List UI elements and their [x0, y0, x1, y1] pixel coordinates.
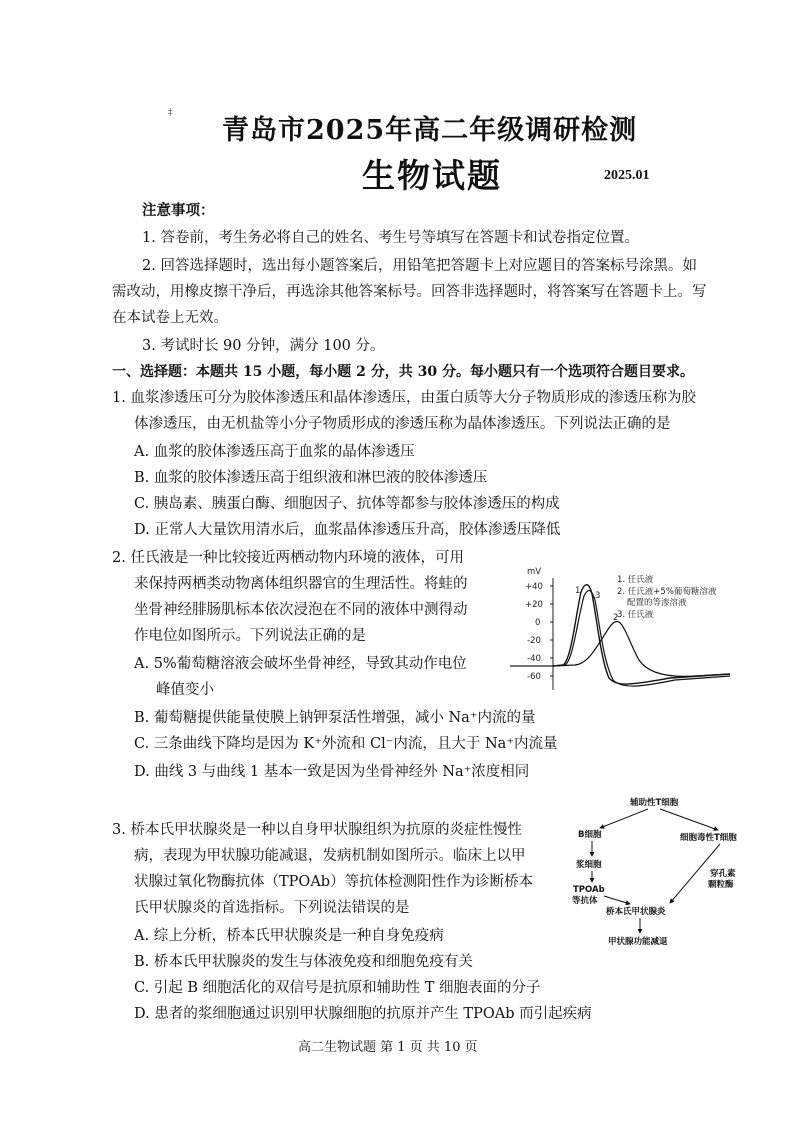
q2-option-b: B. 葡萄糖提供能量使膜上钠钾泵活性增强，减小 Na⁺内流的量 [134, 710, 536, 726]
q2-option-c: C. 三条曲线下降均是因为 K⁺外流和 Cl⁻内流，且大于 Na⁺内流量 [134, 736, 558, 752]
section-heading: 一、选择题：本题共 15 小题，每小题 2 分，共 30 分。每小题只有一个选项符合题目要求。 [112, 364, 694, 380]
legend-item-3: 3. 任氏液 [617, 610, 654, 620]
arrow-tpoab-to-disease [604, 896, 630, 904]
q2-option-d: D. 曲线 3 与曲线 1 基本一致是因为坐骨神经外 Na⁺浓度相同 [134, 764, 530, 780]
y-tick-label: +40 [525, 582, 543, 592]
curve-label-2: 2 [613, 613, 619, 623]
action-potential-figure [505, 560, 787, 695]
q3-stem-line-3: 状腺过氧化物酶抗体（TPOAb）等抗体检测阳性作为诊断桥本 [134, 874, 534, 890]
y-unit-label: mV [527, 567, 542, 577]
curve-label-1: 1 [575, 586, 581, 596]
q3-option-d: D. 患者的浆细胞通过识别甲状腺细胞的抗原并产生 TPOAb 而引起疾病 [134, 1006, 592, 1022]
q2-stem-line-1: 2. 任氏液是一种比较接近两栖动物内环境的液体，可用 [112, 550, 464, 566]
page-footer: 高二生物试题 第 1 页 共 10 页 [298, 1040, 478, 1055]
node-tpoab: TPOAb [573, 885, 605, 895]
curve-2 [553, 622, 730, 677]
node-b-cell: B细胞 [578, 830, 602, 840]
q3-option-c: C. 引起 B 细胞活化的双信号是抗原和辅助性 T 细胞表面的分子 [134, 980, 541, 996]
y-tick-label: 0 [535, 618, 541, 628]
node-perforin: 穿孔素 [710, 869, 736, 879]
node-plasma-cell: 浆细胞 [576, 860, 602, 870]
legend-item-1: 1. 任氏液 [617, 575, 654, 585]
node-hashimoto: 桥本氏甲状腺炎 [606, 907, 666, 917]
corner-mark: ‡ [168, 108, 173, 118]
q3-stem-line-2: 病，表现为甲状腺功能减退，发病机制如图所示。临床上以甲 [134, 848, 526, 864]
node-cytotoxic-t-cell: 细胞毒性T细胞 [680, 833, 737, 843]
q2-option-a: A. 5%葡萄糖溶液会破坏坐骨神经，导致其动作电位 [134, 656, 467, 672]
y-tick-label: -60 [527, 672, 541, 682]
page-title: 青岛市2025年高二年级调研检测 [222, 115, 638, 146]
note-line-2: 2. 回答选择题时，选出每小题答案后，用铅笔把答题卡上对应题目的答案标号涂黑。如 [142, 258, 697, 274]
exam-date: 2025.01 [604, 168, 650, 183]
q1-option-d: D. 正常人大量饮用清水后，血浆晶体渗透压升高，胶体渗透压降低 [134, 522, 561, 538]
y-tick-label: -40 [527, 654, 541, 664]
q3-stem-line-1: 3. 桥本氏甲状腺炎是一种以自身甲状腺组织为抗原的炎症性慢性 [112, 822, 522, 838]
q3-stem-line-4: 氏甲状腺炎的首选指标。下列说法错误的是 [134, 900, 410, 916]
note-line-3: 需改动，用橡皮擦干净后，再选涂其他答案标号。回答非选择题时，将答案写在答题卡上。写 [112, 284, 707, 300]
node-helper-t-cell: 辅助性T细胞 [630, 798, 679, 808]
legend-item-2: 2. 任氏液+5%葡萄糖溶液 [617, 587, 717, 597]
curve-label-3: 3 [595, 591, 601, 601]
q2-stem-line-2: 来保持两栖类动物离体组织器官的生理活性。将蛙的 [134, 576, 468, 592]
y-tick-label: +20 [525, 600, 543, 610]
q1-stem-line-1: 1. 血浆渗透压可分为胶体渗透压和晶体渗透压，由蛋白质等大分子物质形成的渗透压称为胶 [112, 390, 696, 406]
note-line-1: 1. 答卷前，考生务必将自己的姓名、考生号等填写在答题卡和试卷指定位置。 [142, 230, 639, 246]
legend-item-2-cont: 配置的等渗溶液 [627, 598, 687, 608]
q1-stem-line-2: 体渗透压，由无机盐等小分子物质形成的渗透压称为晶体渗透压。下列说法正确的是 [134, 416, 671, 432]
q3-option-a: A. 综上分析，桥本氏甲状腺炎是一种自身免疫病 [134, 928, 444, 944]
mechanism-diagram [568, 792, 783, 952]
note-line-4: 在本试卷上无效。 [112, 310, 228, 326]
q1-option-c: C. 胰岛素、胰蛋白酶、细胞因子、抗体等都参与胶体渗透压的构成 [134, 496, 560, 512]
node-antibodies: 等抗体 [572, 896, 598, 906]
y-tick-label: -20 [527, 636, 541, 646]
q1-option-b: B. 血浆的胶体渗透压高于组织液和淋巴液的胶体渗透压 [134, 470, 488, 486]
note-line-5: 3. 考试时长 90 分钟，满分 100 分。 [142, 338, 385, 354]
q2-stem-line-3: 坐骨神经腓肠肌标本依次浸泡在不同的液体中测得动 [134, 602, 468, 618]
node-hypothyroidism: 甲状腺功能减退 [608, 937, 668, 947]
notes-heading: 注意事项： [142, 202, 215, 219]
arrow-helper-to-b [600, 809, 648, 828]
q2-stem-line-4: 作电位如图所示。下列说法正确的是 [134, 628, 366, 644]
q2-option-a-cont: 峰值变小 [156, 682, 214, 698]
q3-option-b: B. 桥本氏甲状腺炎的发生与体液免疫和细胞免疫有关 [134, 954, 473, 970]
arrow-helper-to-ctl [660, 809, 718, 830]
page-subtitle: 生物试题 [362, 156, 502, 195]
node-granzyme: 颗粒酶 [708, 880, 734, 890]
q1-option-a: A. 血浆的胶体渗透压高于血浆的晶体渗透压 [134, 444, 415, 460]
